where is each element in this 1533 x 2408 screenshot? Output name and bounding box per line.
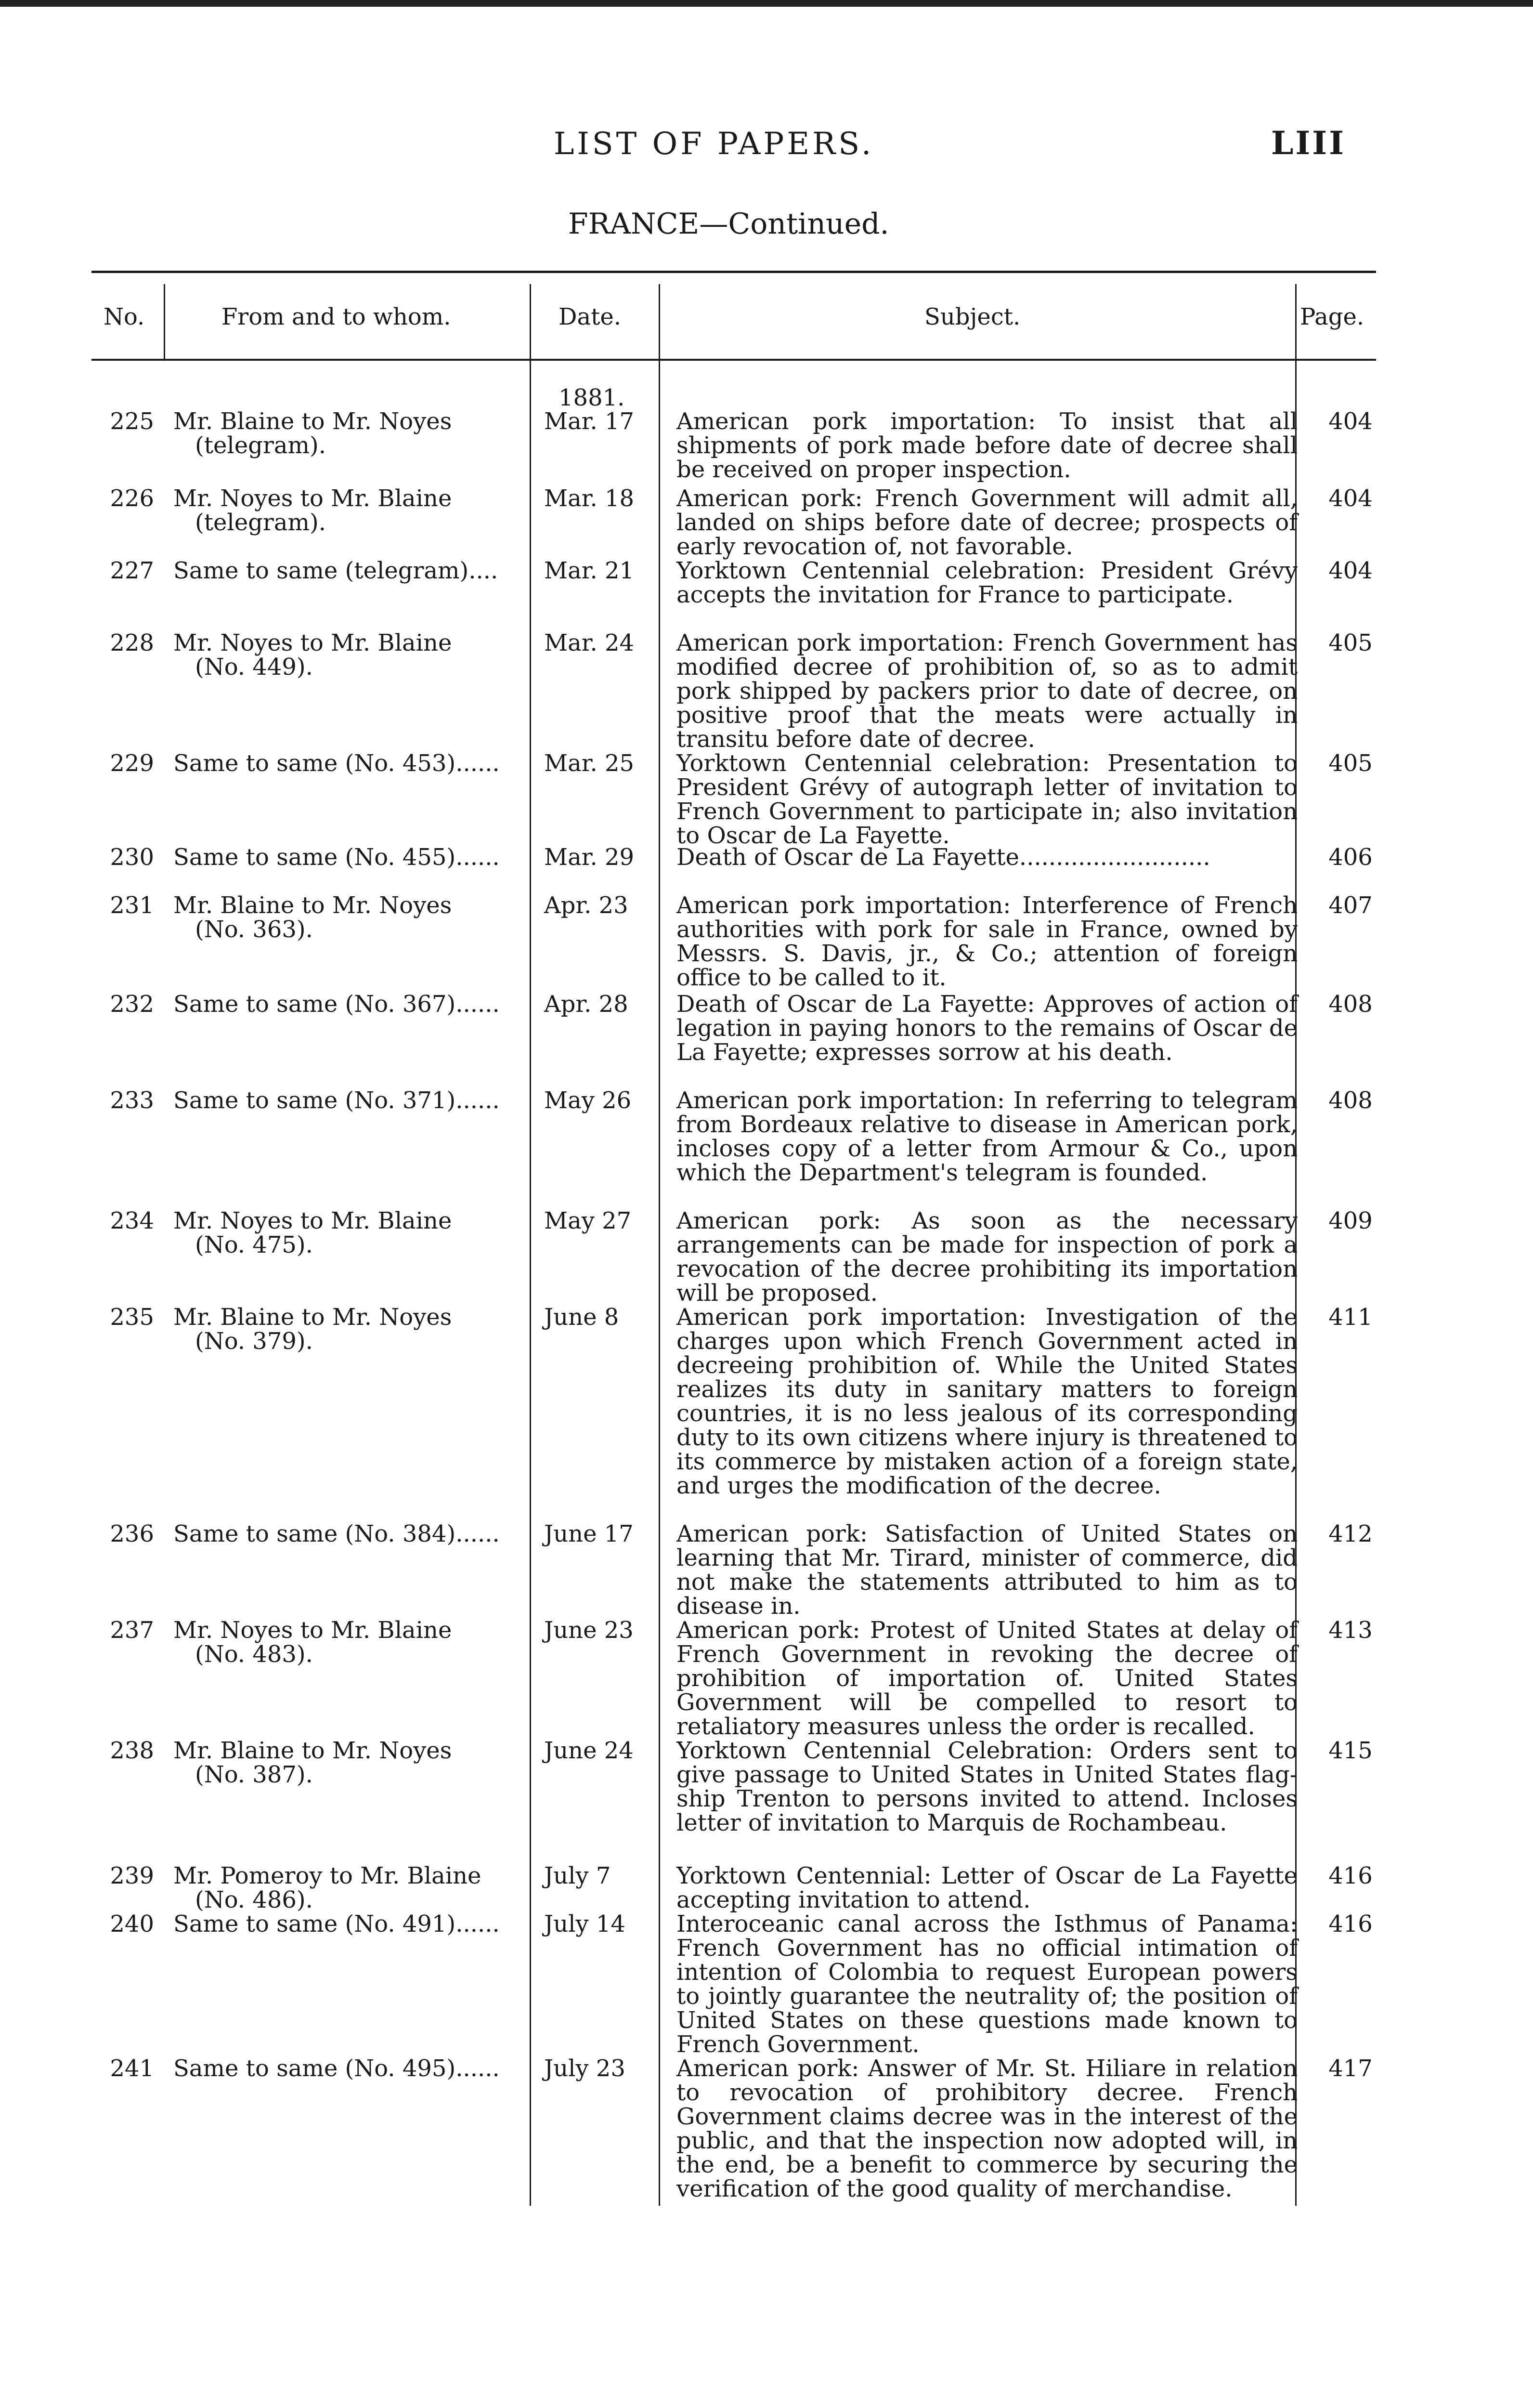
- row-subject: American pork: Satisfaction of United States on learning that Mr. Tirard, minister of commerce, did not make the statements attributed to him as to disease in.: [676, 1520, 1298, 1620]
- row-date: Mar. 21: [544, 557, 635, 584]
- row-number: 230: [110, 844, 154, 871]
- from-line: Mr. Blaine to Mr. Noyes: [173, 892, 452, 919]
- from-line-2: (No. 475).: [195, 1231, 313, 1258]
- from-line-2: (telegram).: [195, 432, 326, 459]
- row-number: 228: [110, 629, 154, 656]
- row-page: 405: [1328, 750, 1373, 777]
- year-label: 1881.: [559, 384, 625, 411]
- row-date: May 26: [544, 1087, 632, 1114]
- header-bottom-rule: [91, 359, 1376, 361]
- from-line: Same to same (No. 453)......: [173, 750, 500, 777]
- header-date: Date.: [559, 303, 622, 330]
- row-from-to: [173, 2056, 520, 2081]
- row-page: 416: [1328, 1911, 1373, 1937]
- row-page: 417: [1328, 2055, 1373, 2082]
- row-subject: American pork importation: Investigation of the charges upon which French Government acted in decreeing prohibition of. While the United States realizes its duty in sanitary matters to foreign countries, it is no less jealous of its corresponding duty to its own citizens where injury is threatened to its commerce by mistaken action of a foreign state, and urges the modification of the decree.: [676, 1304, 1298, 1499]
- row-number: 238: [110, 1737, 154, 1764]
- row-date: Apr. 23: [544, 892, 628, 919]
- from-line: Mr. Blaine to Mr. Noyes: [173, 408, 452, 435]
- from-line: Mr. Pomeroy to Mr. Blaine: [173, 1862, 481, 1889]
- row-page: 404: [1328, 485, 1373, 512]
- row-number: 232: [110, 991, 154, 1018]
- row-page: 405: [1328, 629, 1373, 656]
- header-subject: Subject.: [924, 303, 1021, 330]
- row-from-to: [173, 1522, 520, 1546]
- row-number: 234: [110, 1207, 154, 1234]
- row-subject: American pork: As soon as the necessary arrangements can be made for inspection of pork a revocation of the decree prohibiting its importation will be proposed.: [676, 1207, 1298, 1307]
- row-date: July 23: [544, 2055, 625, 2082]
- row-date: Mar. 25: [544, 750, 635, 777]
- row-date: June 24: [544, 1737, 634, 1764]
- row-page: 412: [1328, 1520, 1373, 1547]
- from-line: Mr. Blaine to Mr. Noyes: [173, 1304, 452, 1331]
- row-subject: Yorktown Centennial Celebration: Orders sent to give passage to United States in United States flag-ship Trenton to persons invited to attend. Incloses letter of invitation to Marquis de Rochambeau.: [676, 1737, 1298, 1836]
- row-date: Mar. 29: [544, 844, 635, 871]
- row-date: Mar. 17: [544, 408, 635, 435]
- row-subject: American pork: Protest of United States at delay of French Government in revoking the decree of prohibition of importation of. United States Government will be compelled to resort to retaliatory measures unless the order is recalled.: [676, 1617, 1298, 1740]
- row-subject: Yorktown Centennial celebration: President Grévy accepts the invitation for France to participate.: [676, 557, 1298, 608]
- col-divider-2: [530, 284, 531, 2206]
- from-line-2: (No. 363).: [195, 916, 313, 943]
- table-top-rule: [91, 271, 1376, 273]
- row-page: 407: [1328, 892, 1373, 919]
- row-subject: Death of Oscar de La Fayette..........................: [676, 844, 1210, 871]
- row-page: 408: [1328, 991, 1373, 1018]
- from-line: Same to same (No. 455)......: [173, 844, 500, 871]
- from-line: Same to same (No. 491)......: [173, 1911, 500, 1937]
- row-page: 416: [1328, 1862, 1373, 1889]
- from-line-2: (No. 483).: [195, 1641, 313, 1668]
- section-title: FRANCE—Continued.: [568, 207, 889, 241]
- row-number: 231: [110, 892, 154, 919]
- row-from-to: [173, 893, 520, 942]
- row-date: June 23: [544, 1617, 634, 1644]
- from-line: Same to same (telegram)....: [173, 557, 498, 584]
- from-line: Mr. Noyes to Mr. Blaine: [173, 1617, 452, 1644]
- row-page: 404: [1328, 408, 1373, 435]
- row-subject: Interoceanic canal across the Isthmus of Panama: French Government has no official intimation of intention of Colombia to request European powers to jointly guarantee the neutrality of; the position of United States on these questions made known to French Government.: [676, 1911, 1298, 2058]
- row-from-to: [173, 992, 520, 1016]
- row-page: 406: [1328, 844, 1373, 871]
- row-number: 240: [110, 1911, 154, 1937]
- row-subject: American pork: Answer of Mr. St. Hiliare in relation to revocation of prohibitory decree. French Government claims decree was in the interest of the public, and that the inspection now adopted will, in the end, be a benefit to commerce by securing the verification of the good quality of merchandise.: [676, 2055, 1298, 2202]
- row-from-to: [173, 1305, 520, 1353]
- row-number: 225: [110, 408, 154, 435]
- row-from-to: [173, 1912, 520, 1936]
- row-number: 235: [110, 1304, 154, 1331]
- row-subject: American pork importation: Interference of French authorities with pork for sale in France, owned by Messrs. S. Davis, jr., & Co.; attention of foreign office to be called to it.: [676, 892, 1298, 991]
- row-from-to: [173, 409, 520, 458]
- row-date: July 14: [544, 1911, 625, 1937]
- row-date: Apr. 28: [544, 991, 628, 1018]
- from-line: Mr. Noyes to Mr. Blaine: [173, 629, 452, 656]
- row-page: 413: [1328, 1617, 1373, 1644]
- from-line-2: (No. 486).: [195, 1886, 313, 1913]
- row-date: May 27: [544, 1207, 632, 1234]
- from-line: Same to same (No. 495)......: [173, 2055, 500, 2082]
- row-subject: American pork: French Government will admit all, landed on ships before date of decree; prospects of early revocation of, not favorable.: [676, 485, 1298, 560]
- row-subject: Death of Oscar de La Fayette: Approves of action of legation in paying honors to the remains of Oscar de La Fayette; expresses sorrow at his death.: [676, 991, 1298, 1066]
- row-page: 404: [1328, 557, 1373, 584]
- row-number: 236: [110, 1520, 154, 1547]
- row-subject: American pork importation: To insist that all shipments of pork made before date of decree shall be received on proper inspection.: [676, 408, 1298, 483]
- row-date: Mar. 24: [544, 629, 635, 656]
- from-line: Mr. Noyes to Mr. Blaine: [173, 1207, 452, 1234]
- from-line: Mr. Blaine to Mr. Noyes: [173, 1737, 452, 1764]
- from-line: Same to same (No. 384)......: [173, 1520, 500, 1547]
- row-number: 227: [110, 557, 154, 584]
- row-from-to: [173, 845, 520, 869]
- row-from-to: [173, 1088, 520, 1112]
- row-page: 409: [1328, 1207, 1373, 1234]
- row-date: June 17: [544, 1520, 634, 1547]
- row-from-to: [173, 1864, 520, 1912]
- row-from-to: [173, 486, 520, 535]
- from-line: Mr. Noyes to Mr. Blaine: [173, 485, 452, 512]
- from-line-2: (No. 379).: [195, 1328, 313, 1355]
- from-line: Same to same (No. 371)......: [173, 1087, 500, 1114]
- row-number: 241: [110, 2055, 154, 2082]
- row-subject: Yorktown Centennial: Letter of Oscar de La Fayette accepting invitation to attend.: [676, 1862, 1298, 1913]
- row-subject: Yorktown Centennial celebration: Presentation to President Grévy of autograph letter of invitation to French Government to participate in; also invitation to Oscar de La Fayette.: [676, 750, 1298, 849]
- row-page: 408: [1328, 1087, 1373, 1114]
- row-from-to: [173, 751, 520, 775]
- row-from-to: [173, 1618, 520, 1666]
- row-page: 411: [1328, 1304, 1373, 1331]
- header-no: No.: [104, 303, 145, 330]
- col-divider-1: [164, 284, 165, 359]
- row-number: 233: [110, 1087, 154, 1114]
- row-date: July 7: [544, 1862, 611, 1889]
- row-date: June 8: [544, 1304, 619, 1331]
- from-line: Same to same (No. 367)......: [173, 991, 500, 1018]
- row-number: 229: [110, 750, 154, 777]
- row-from-to: [173, 631, 520, 679]
- header-from: From and to whom.: [221, 303, 451, 330]
- row-from-to: [173, 559, 520, 583]
- row-number: 239: [110, 1862, 154, 1889]
- page-number: LIII: [1271, 124, 1346, 162]
- row-date: Mar. 18: [544, 485, 635, 512]
- row-from-to: [173, 1739, 520, 1787]
- header-page: Page.: [1300, 303, 1364, 330]
- from-line-2: (telegram).: [195, 509, 326, 536]
- row-page: 415: [1328, 1737, 1373, 1764]
- row-from-to: [173, 1209, 520, 1257]
- from-line-2: (No. 387).: [195, 1761, 313, 1788]
- from-line-2: (No. 449).: [195, 654, 313, 681]
- top-edge-rule: [0, 0, 1533, 7]
- row-subject: American pork importation: In referring to telegram from Bordeaux relative to disease in American pork, incloses copy of a letter from Armour & Co., upon which the Department's telegram is founded.: [676, 1087, 1298, 1186]
- row-number: 237: [110, 1617, 154, 1644]
- row-subject: American pork importation: French Government has modified decree of prohibition of, so as to admit pork shipped by packers prior to date of decree, on positive proof that the meats were actually in transitu before date of decree.: [676, 629, 1298, 753]
- row-number: 226: [110, 485, 154, 512]
- page-title: LIST OF PAPERS.: [554, 126, 874, 162]
